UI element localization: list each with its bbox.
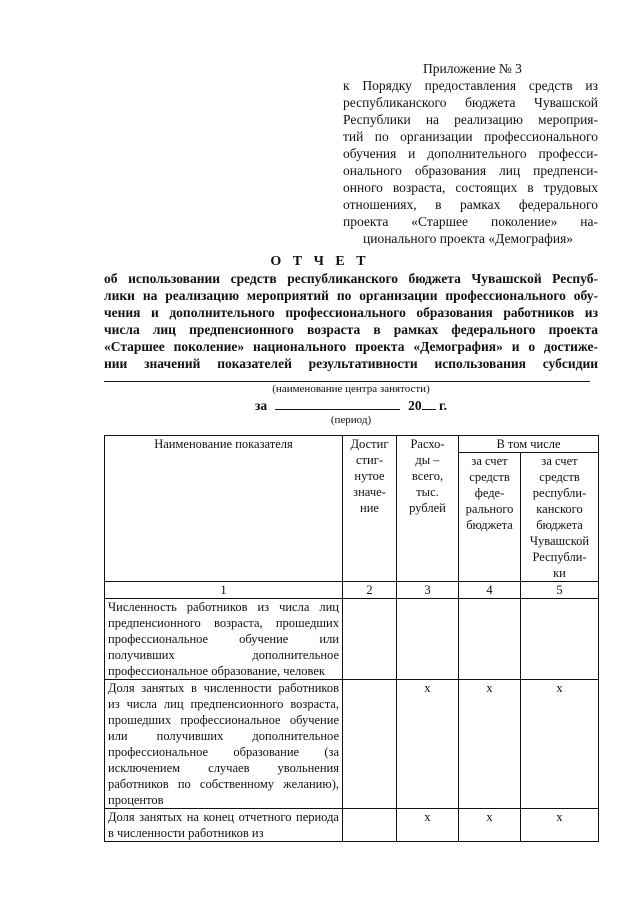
- period-line: [104, 397, 598, 414]
- column-number: 3: [397, 582, 459, 599]
- cell-expenses: х: [397, 680, 459, 809]
- report-table: [104, 435, 599, 842]
- subtitle-line: числа лиц предпенсионного возраста в рамках федерального проекта: [104, 322, 598, 337]
- cell-federal: [459, 599, 521, 680]
- header-expenses: Расхо- ды – всего, тыс. рублей: [397, 436, 459, 582]
- appendix-line: отношениях, в рамках федерального: [343, 197, 598, 212]
- period-prefix: за: [254, 398, 268, 413]
- appendix-line: обучения и дополнительного професси-: [343, 146, 598, 161]
- column-number: 2: [343, 582, 397, 599]
- indicator-name: Доля занятых на конец отчетного периода в численности работников из: [105, 809, 343, 842]
- subtitle-line: «Старшее поколение» национального проекта «Демография» и о достиже-: [104, 339, 598, 354]
- cell-expenses: х: [397, 809, 459, 842]
- period-caption: (период): [330, 414, 372, 426]
- appendix-line: онального образования лиц предпенси-: [343, 163, 598, 178]
- header-including: В том числе: [459, 436, 599, 453]
- column-number: 4: [459, 582, 521, 599]
- table-row: [105, 809, 599, 842]
- center-name-blank-line: [104, 381, 590, 382]
- subtitle-line: об использовании средств республиканского бюджета Чувашской Респуб-: [104, 271, 598, 286]
- column-number-row: [105, 582, 599, 599]
- report-title: О Т Ч Е Т: [270, 254, 370, 269]
- table-row: [105, 599, 599, 680]
- period-blank: [275, 397, 400, 410]
- indicator-name: Доля занятых в численности работников из числа лиц предпенсионного возраста, прошедших профессиональное обучение или получивших дополнительное профессиональное образование (за исключением случаев увольнения работников по собственному желанию), процентов: [105, 680, 343, 809]
- subtitle-line: чения и дополнительного профессионального образования работников из: [104, 305, 598, 320]
- appendix-line: республиканского бюджета Чувашской: [343, 95, 598, 110]
- period-year: 20: [408, 398, 422, 413]
- subtitle-line: лики на реализацию мероприятий по организации профессионального обу-: [104, 288, 598, 303]
- appendix-line: ционального проекта «Демография»: [363, 231, 574, 246]
- header-achieved: Достиг стиг- нутое значе- ние: [343, 436, 397, 582]
- indicator-name: Численность работников из числа лиц предпенсионного возраста, прошедших профессиональное обучение или получивших дополнительное профессиональное образование, человек: [105, 599, 343, 680]
- center-name-caption: (наименование центра занятости): [272, 383, 430, 395]
- appendix-block: [343, 60, 598, 247]
- appendix-line: тий по организации профессионального: [343, 129, 598, 144]
- header-federal: за счет средств феде- рального бюджета: [459, 453, 521, 582]
- column-number: 1: [105, 582, 343, 599]
- cell-achieved: [343, 599, 397, 680]
- report-subtitle: [104, 270, 598, 372]
- cell-achieved: [343, 680, 397, 809]
- appendix-line: к Порядку предоставления средств из: [343, 78, 598, 93]
- column-number: 5: [521, 582, 599, 599]
- subtitle-line: нии значений показателей результативности использования субсидии: [104, 356, 598, 371]
- appendix-title: Приложение № 3: [423, 61, 522, 76]
- appendix-line: Республики на реализацию мероприя-: [343, 112, 598, 127]
- cell-federal: х: [459, 809, 521, 842]
- header-republic: за счет средств республи- канского бюджета Чувашской Республи- ки: [521, 453, 599, 582]
- year-blank: [422, 397, 436, 410]
- cell-republic: х: [521, 809, 599, 842]
- appendix-line: онного возраста, состоящих в трудовых: [343, 180, 598, 195]
- cell-republic: [521, 599, 599, 680]
- table-row: [105, 680, 599, 809]
- header-row: [105, 436, 599, 453]
- cell-federal: х: [459, 680, 521, 809]
- cell-expenses: [397, 599, 459, 680]
- cell-republic: х: [521, 680, 599, 809]
- header-name: Наименование показателя: [105, 436, 343, 582]
- cell-achieved: [343, 809, 397, 842]
- appendix-line: проекта «Старшее поколение» на-: [343, 214, 598, 229]
- period-suffix: г.: [439, 398, 448, 413]
